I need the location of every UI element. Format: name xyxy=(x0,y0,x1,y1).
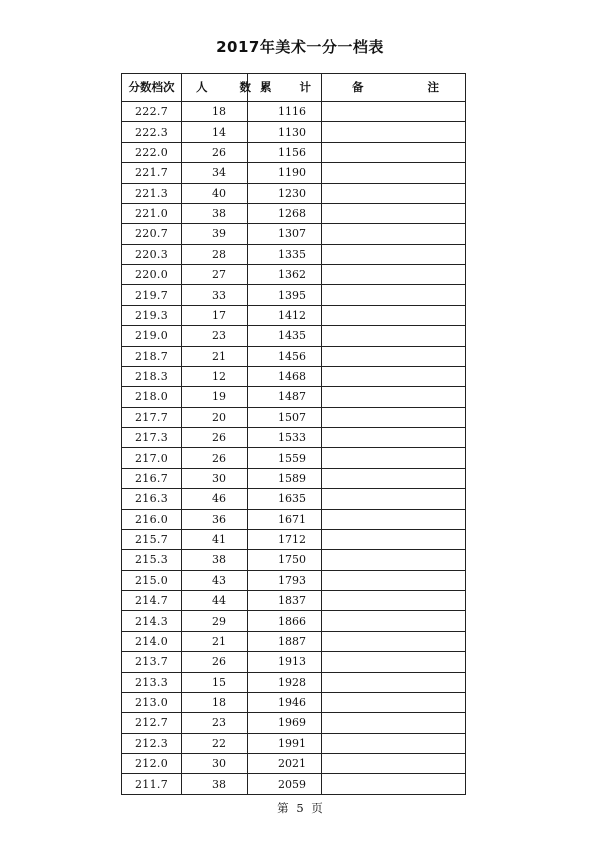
table-row xyxy=(122,509,466,529)
table-row xyxy=(122,346,466,366)
table-row xyxy=(122,366,466,386)
count-cell: 20 xyxy=(182,407,248,427)
cumulative-cell: 1635 xyxy=(248,489,322,509)
count-cell: 39 xyxy=(182,224,248,244)
score-cell: 220.7 xyxy=(122,224,182,244)
page-number: 第 5 页 xyxy=(277,801,323,815)
table-row xyxy=(122,713,466,733)
score-cell: 212.3 xyxy=(122,733,182,753)
score-cell: 215.3 xyxy=(122,550,182,570)
score-cell: 217.0 xyxy=(122,448,182,468)
remarks-cell xyxy=(322,346,466,366)
remarks-cell xyxy=(322,448,466,468)
count-cell: 12 xyxy=(182,366,248,386)
remarks-cell xyxy=(322,163,466,183)
cumulative-cell: 1559 xyxy=(248,448,322,468)
cumulative-cell: 1533 xyxy=(248,428,322,448)
cumulative-cell: 1116 xyxy=(248,102,322,122)
score-cell: 216.3 xyxy=(122,489,182,509)
cumulative-cell: 1468 xyxy=(248,366,322,386)
score-distribution-table xyxy=(121,73,470,795)
table-row xyxy=(122,122,466,142)
remarks-cell xyxy=(322,468,466,488)
remarks-cell xyxy=(322,611,466,631)
count-cell: 14 xyxy=(182,122,248,142)
count-cell: 23 xyxy=(182,326,248,346)
score-cell: 222.7 xyxy=(122,102,182,122)
score-cell: 217.7 xyxy=(122,407,182,427)
cumulative-cell: 1991 xyxy=(248,733,322,753)
score-cell: 216.0 xyxy=(122,509,182,529)
cumulative-cell: 1268 xyxy=(248,203,322,223)
score-cell: 218.7 xyxy=(122,346,182,366)
count-cell: 17 xyxy=(182,305,248,325)
table-row xyxy=(122,407,466,427)
count-cell: 30 xyxy=(182,468,248,488)
remarks-cell xyxy=(322,509,466,529)
count-cell: 30 xyxy=(182,754,248,774)
header-cumulative: 累 计 xyxy=(248,74,322,102)
table-row xyxy=(122,591,466,611)
score-cell: 220.0 xyxy=(122,265,182,285)
remarks-cell xyxy=(322,102,466,122)
score-cell: 215.7 xyxy=(122,529,182,549)
table-row xyxy=(122,428,466,448)
table-row xyxy=(122,570,466,590)
table-row xyxy=(122,305,466,325)
document-title: 2017年美术一分一档表 xyxy=(216,38,384,56)
cumulative-cell: 1866 xyxy=(248,611,322,631)
score-cell: 221.0 xyxy=(122,203,182,223)
cumulative-cell: 1487 xyxy=(248,387,322,407)
header-count: 人 数 xyxy=(182,74,248,102)
score-cell: 213.7 xyxy=(122,652,182,672)
remarks-cell xyxy=(322,489,466,509)
count-cell: 19 xyxy=(182,387,248,407)
cumulative-cell: 1395 xyxy=(248,285,322,305)
count-cell: 38 xyxy=(182,203,248,223)
score-cell: 214.3 xyxy=(122,611,182,631)
score-cell: 215.0 xyxy=(122,570,182,590)
table-row xyxy=(122,672,466,692)
score-cell: 213.3 xyxy=(122,672,182,692)
remarks-cell xyxy=(322,570,466,590)
cumulative-cell: 1190 xyxy=(248,163,322,183)
remarks-cell xyxy=(322,203,466,223)
remarks-cell xyxy=(322,672,466,692)
table-row xyxy=(122,142,466,162)
score-cell: 214.7 xyxy=(122,591,182,611)
count-cell: 29 xyxy=(182,611,248,631)
cumulative-cell: 1435 xyxy=(248,326,322,346)
score-cell: 217.3 xyxy=(122,428,182,448)
cumulative-cell: 1750 xyxy=(248,550,322,570)
score-cell: 216.7 xyxy=(122,468,182,488)
remarks-cell xyxy=(322,265,466,285)
remarks-cell xyxy=(322,550,466,570)
cumulative-cell: 1456 xyxy=(248,346,322,366)
cumulative-cell: 1969 xyxy=(248,713,322,733)
score-cell: 219.7 xyxy=(122,285,182,305)
cumulative-cell: 1793 xyxy=(248,570,322,590)
cumulative-cell: 1837 xyxy=(248,591,322,611)
table-body xyxy=(122,102,466,795)
count-cell: 26 xyxy=(182,142,248,162)
remarks-cell xyxy=(322,387,466,407)
table-row xyxy=(122,163,466,183)
score-cell: 212.0 xyxy=(122,754,182,774)
count-cell: 33 xyxy=(182,285,248,305)
table-row xyxy=(122,754,466,774)
cumulative-cell: 1507 xyxy=(248,407,322,427)
cumulative-cell: 1589 xyxy=(248,468,322,488)
remarks-cell xyxy=(322,529,466,549)
table-row xyxy=(122,387,466,407)
count-cell: 26 xyxy=(182,428,248,448)
table-row xyxy=(122,448,466,468)
cumulative-cell: 1230 xyxy=(248,183,322,203)
table-row xyxy=(122,652,466,672)
table-row xyxy=(122,326,466,346)
table-row xyxy=(122,265,466,285)
table-row xyxy=(122,183,466,203)
table-row xyxy=(122,692,466,712)
score-cell: 219.3 xyxy=(122,305,182,325)
score-cell: 222.3 xyxy=(122,122,182,142)
remarks-cell xyxy=(322,774,466,794)
count-cell: 34 xyxy=(182,163,248,183)
table-header-row xyxy=(122,74,466,102)
cumulative-cell: 2059 xyxy=(248,774,322,794)
table-row xyxy=(122,285,466,305)
cumulative-cell: 1712 xyxy=(248,529,322,549)
remarks-cell xyxy=(322,692,466,712)
table-row xyxy=(122,489,466,509)
remarks-cell xyxy=(322,366,466,386)
count-cell: 46 xyxy=(182,489,248,509)
count-cell: 38 xyxy=(182,550,248,570)
count-cell: 38 xyxy=(182,774,248,794)
remarks-cell xyxy=(322,652,466,672)
score-cell: 211.7 xyxy=(122,774,182,794)
count-cell: 28 xyxy=(182,244,248,264)
count-cell: 21 xyxy=(182,346,248,366)
score-cell: 212.7 xyxy=(122,713,182,733)
table-row xyxy=(122,733,466,753)
remarks-cell xyxy=(322,428,466,448)
score-cell: 221.3 xyxy=(122,183,182,203)
cumulative-cell: 1156 xyxy=(248,142,322,162)
header-score-level: 分数档次 xyxy=(122,74,182,102)
table-row xyxy=(122,102,466,122)
count-cell: 18 xyxy=(182,692,248,712)
count-cell: 15 xyxy=(182,672,248,692)
table-row xyxy=(122,550,466,570)
remarks-cell xyxy=(322,244,466,264)
remarks-cell xyxy=(322,122,466,142)
table-row xyxy=(122,224,466,244)
table-row xyxy=(122,631,466,651)
count-cell: 44 xyxy=(182,591,248,611)
remarks-cell xyxy=(322,713,466,733)
header-remarks: 备 注 xyxy=(322,74,466,102)
remarks-cell xyxy=(322,142,466,162)
table-row xyxy=(122,611,466,631)
count-cell: 18 xyxy=(182,102,248,122)
table-row xyxy=(122,203,466,223)
remarks-cell xyxy=(322,631,466,651)
cumulative-cell: 1335 xyxy=(248,244,322,264)
cumulative-cell: 1130 xyxy=(248,122,322,142)
cumulative-cell: 1362 xyxy=(248,265,322,285)
cumulative-cell: 1913 xyxy=(248,652,322,672)
remarks-cell xyxy=(322,733,466,753)
table-row xyxy=(122,529,466,549)
count-cell: 22 xyxy=(182,733,248,753)
count-cell: 36 xyxy=(182,509,248,529)
score-cell: 220.3 xyxy=(122,244,182,264)
remarks-cell xyxy=(322,326,466,346)
count-cell: 40 xyxy=(182,183,248,203)
remarks-cell xyxy=(322,591,466,611)
cumulative-cell: 1671 xyxy=(248,509,322,529)
remarks-cell xyxy=(322,305,466,325)
count-cell: 26 xyxy=(182,448,248,468)
count-cell: 41 xyxy=(182,529,248,549)
cumulative-cell: 1412 xyxy=(248,305,322,325)
cumulative-cell: 1887 xyxy=(248,631,322,651)
score-cell: 219.0 xyxy=(122,326,182,346)
cumulative-cell: 1946 xyxy=(248,692,322,712)
score-cell: 218.3 xyxy=(122,366,182,386)
remarks-cell xyxy=(322,285,466,305)
count-cell: 21 xyxy=(182,631,248,651)
count-cell: 26 xyxy=(182,652,248,672)
remarks-cell xyxy=(322,407,466,427)
count-cell: 27 xyxy=(182,265,248,285)
table-row xyxy=(122,468,466,488)
remarks-cell xyxy=(322,754,466,774)
remarks-cell xyxy=(322,224,466,244)
remarks-cell xyxy=(322,183,466,203)
score-cell: 221.7 xyxy=(122,163,182,183)
cumulative-cell: 2021 xyxy=(248,754,322,774)
cumulative-cell: 1928 xyxy=(248,672,322,692)
table-row xyxy=(122,244,466,264)
cumulative-cell: 1307 xyxy=(248,224,322,244)
score-cell: 213.0 xyxy=(122,692,182,712)
score-cell: 218.0 xyxy=(122,387,182,407)
count-cell: 23 xyxy=(182,713,248,733)
score-cell: 222.0 xyxy=(122,142,182,162)
table-row xyxy=(122,774,466,794)
score-cell: 214.0 xyxy=(122,631,182,651)
count-cell: 43 xyxy=(182,570,248,590)
